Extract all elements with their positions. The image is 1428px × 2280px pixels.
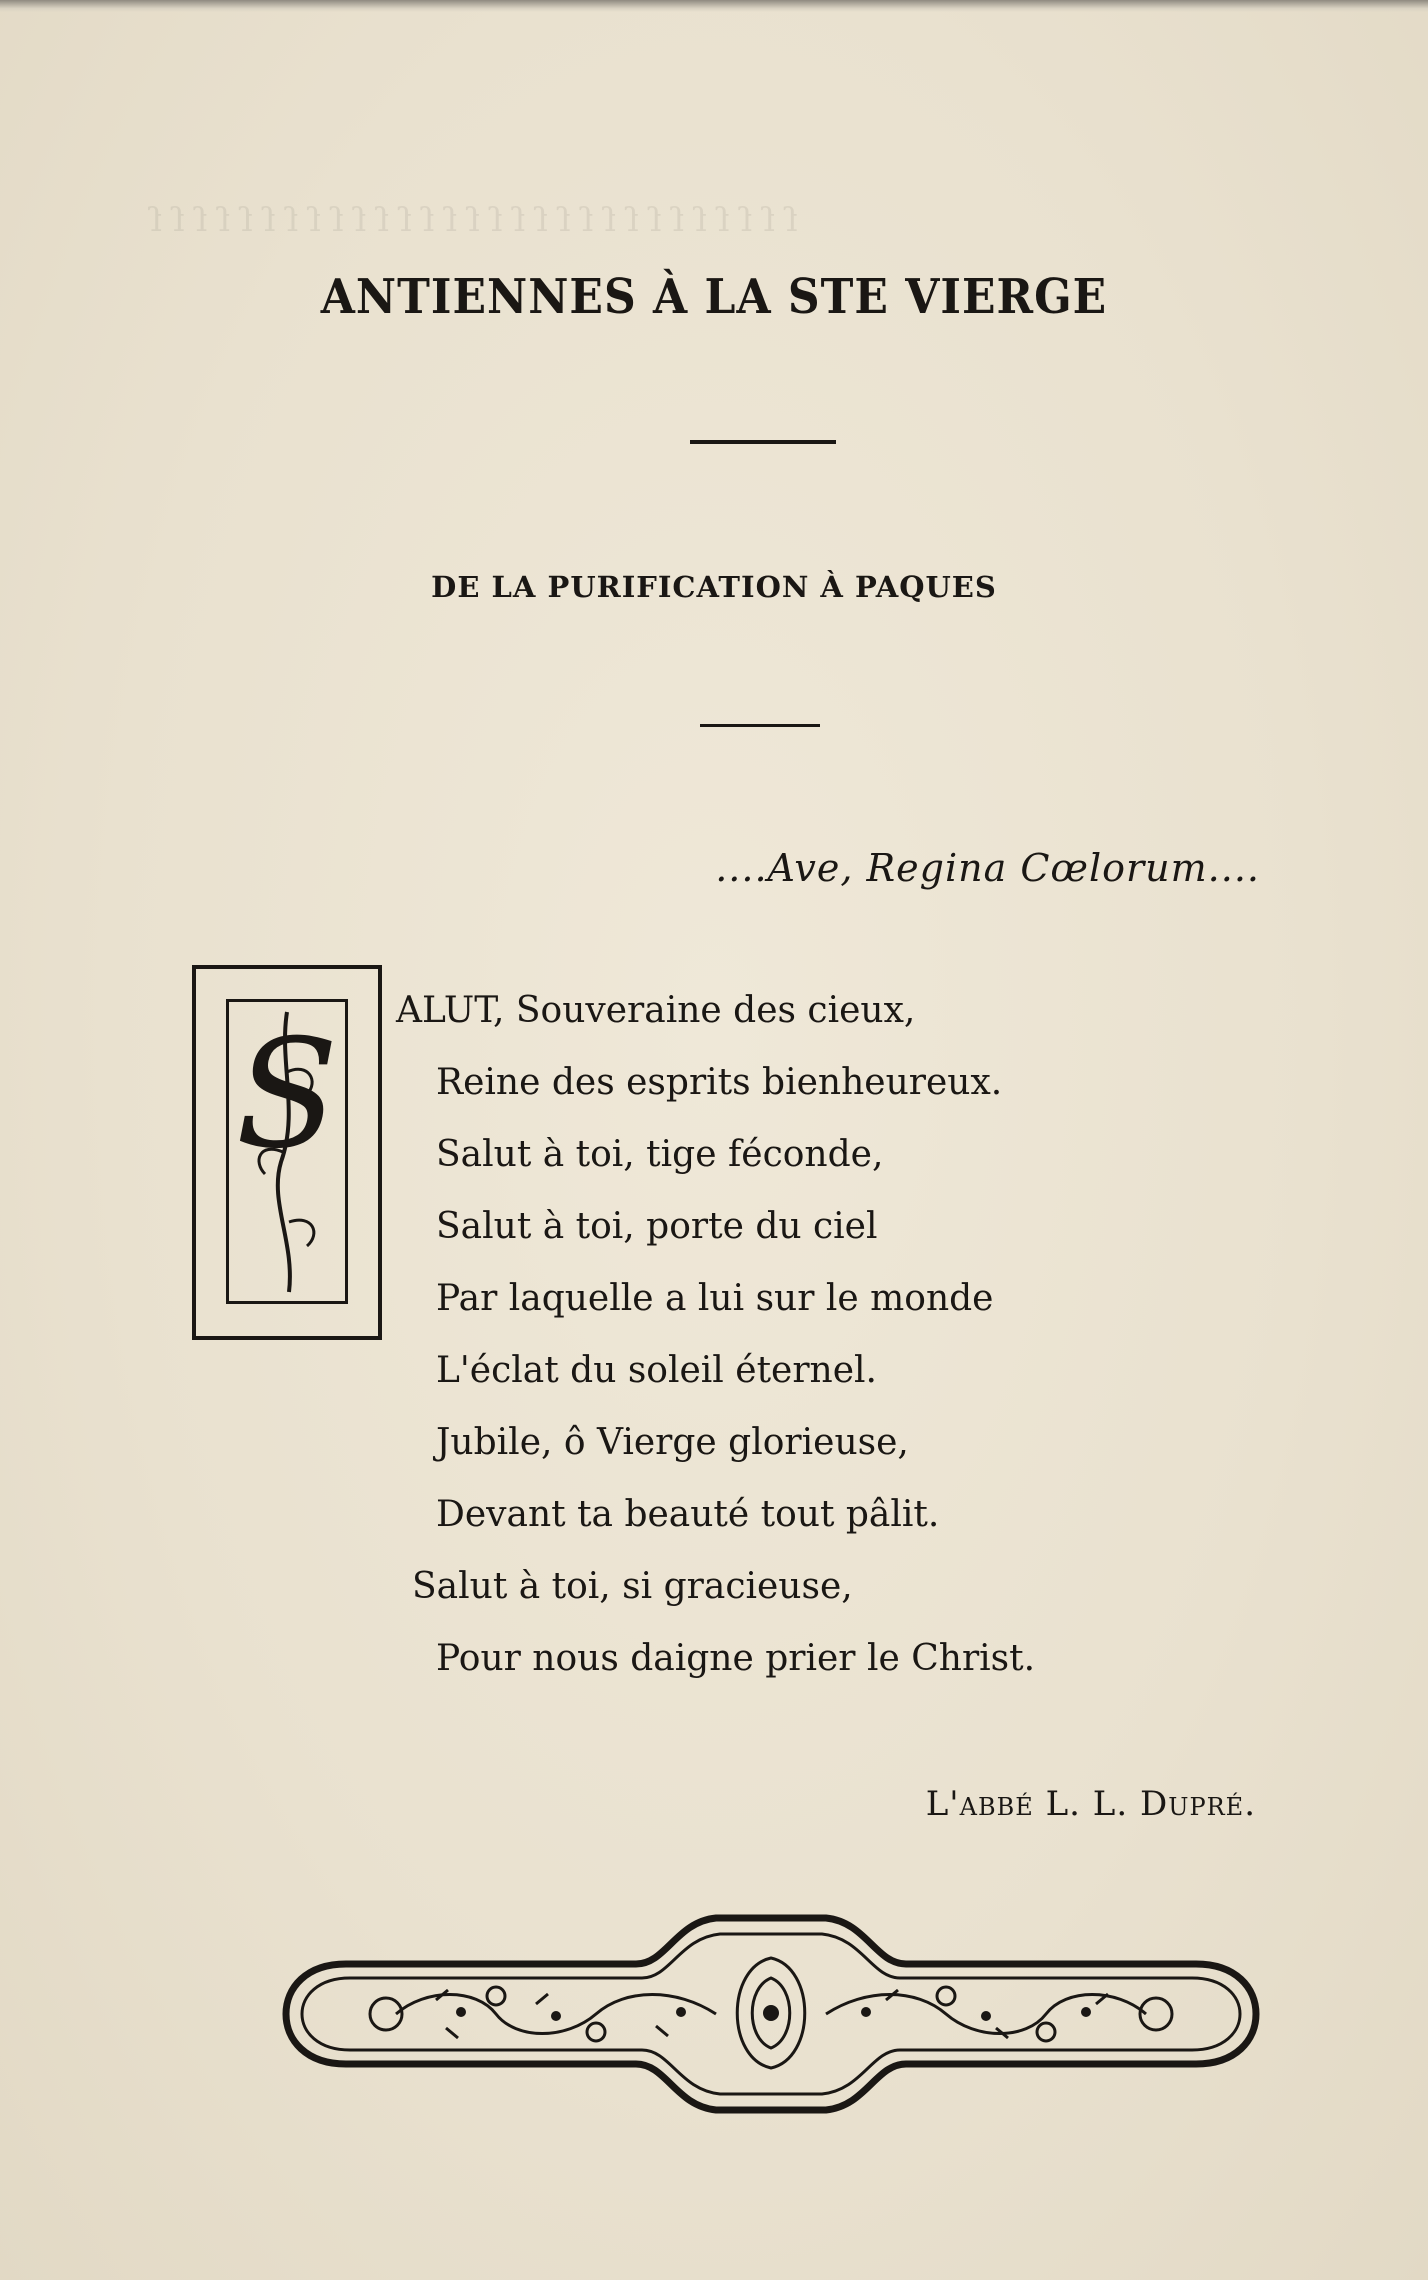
author-signature: L'abbé L. L. Dupré. xyxy=(925,1784,1256,1824)
poem-line-2: Reine des esprits bienheureux. xyxy=(436,1062,1003,1103)
poem-line-10: Pour nous daigne prier le Christ. xyxy=(436,1638,1036,1679)
poem-line-7: Jubile, ô Vierge glorieuse, xyxy=(436,1422,909,1463)
poem-line-4: Salut à toi, porte du ciel xyxy=(436,1206,878,1247)
poem-line-8: Devant ta beauté tout pâlit. xyxy=(436,1494,940,1535)
dropcap-inner-frame xyxy=(226,999,348,1304)
poem-line-5: Par laquelle a lui sur le monde xyxy=(436,1278,994,1319)
epigraph: ....Ave, Regina Cœlorum.... xyxy=(715,846,1260,890)
poem-line-1: ALUT, Souveraine des cieux, xyxy=(396,990,916,1031)
page-top-edge xyxy=(0,0,1428,12)
page-title: ANTIENNES À LA STE VIERGE xyxy=(320,269,1108,326)
title-rule xyxy=(690,440,836,444)
poem-line-9: Salut à toi, si gracieuse, xyxy=(412,1566,853,1607)
poem-line-6: L'éclat du soleil éternel. xyxy=(436,1350,877,1391)
dropcap-frame xyxy=(192,965,382,1340)
subtitle-rule xyxy=(700,724,820,727)
poem-line-3: Salut à toi, tige féconde, xyxy=(436,1134,884,1175)
show-through-text: ſ ſ ſ ſ ſ ſ ſ ſ ſ ſ ſ ſ ſ ſ ſ ſ ſ ſ ſ ſ ſ ſ ſ ſ ſ ſ ſ ſ ſ xyxy=(150,200,798,239)
page-subtitle: DE LA PURIFICATION À PAQUES xyxy=(431,570,997,604)
dropcap-letter: S xyxy=(235,1008,339,1182)
floral-tailpiece-ornament xyxy=(276,1908,1266,2120)
